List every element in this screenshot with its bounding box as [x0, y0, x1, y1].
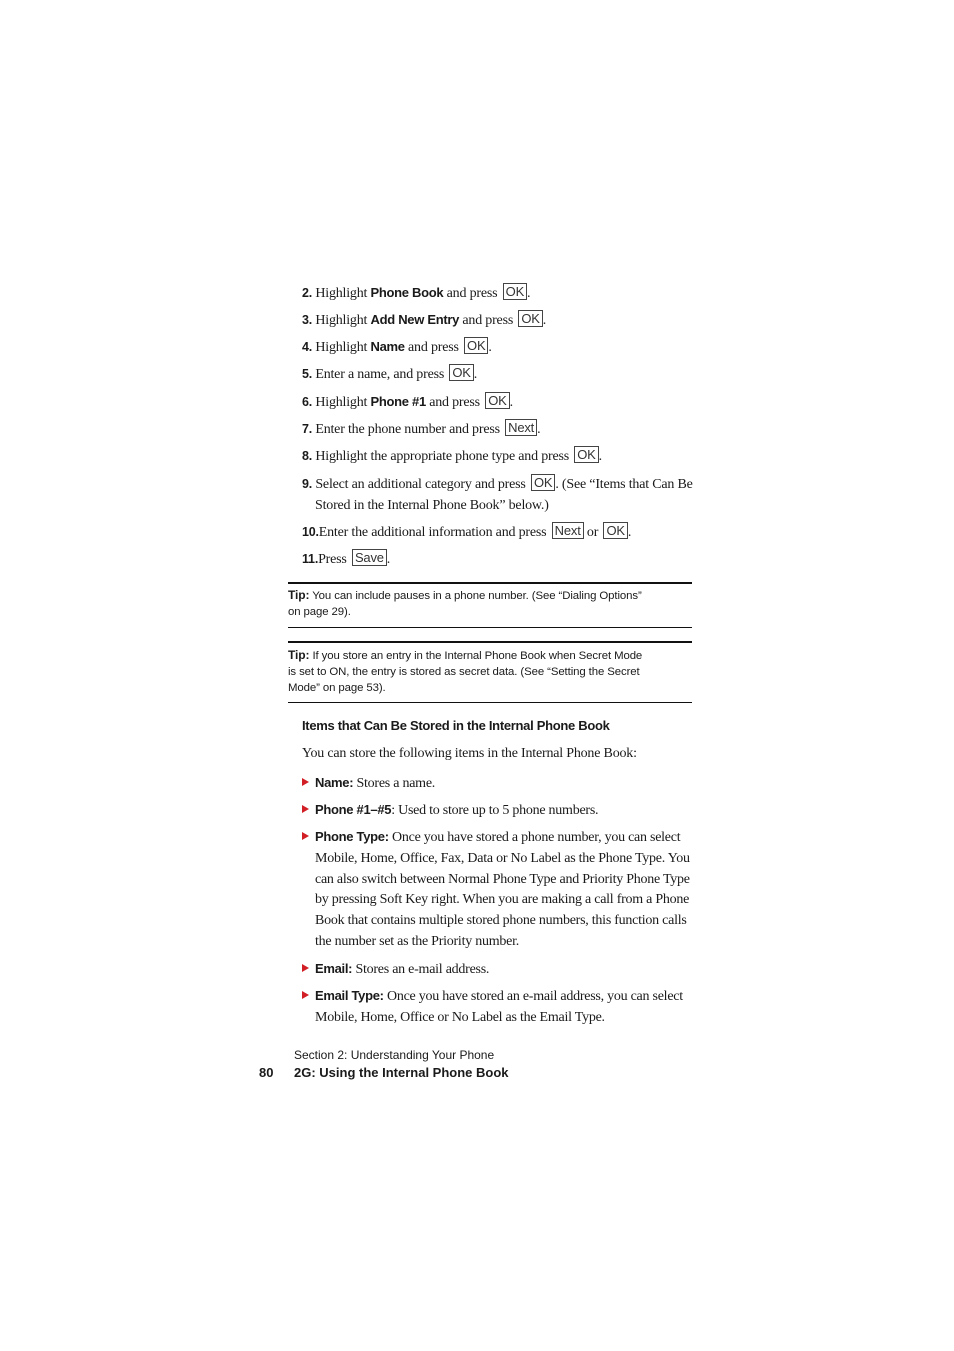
- ok-key: OK: [531, 474, 555, 491]
- tip-rule-bottom: [288, 702, 692, 703]
- step-number: 3.: [302, 313, 313, 327]
- tip-rule-top: [288, 641, 692, 643]
- section-heading: Items that Can Be Stored in the Internal Phone Book: [302, 718, 610, 733]
- step-number: 4.: [302, 340, 313, 354]
- step-2: 2. Highlight Phone Book and press OK .: [302, 284, 531, 301]
- list-item: Phone Type: Once you have stored a phone number, you can select Mobile, Home, Office, Fax, Data or No Label as the Phone Type. You can also switch between Normal Phone Type and Priority Phone Type by pressing Soft Key right. When you are making a call from a Phone Book that contains multiple stored phone numbers, this function calls the number set as the Priority number.: [315, 827, 695, 953]
- tip-box: Tip: If you store an entry in the Internal Phone Book when Secret Mode is set to ON, the entry is stored as secret data. (See “Setting the Secret Mode” on page 53).: [288, 648, 643, 694]
- menu-item-name: Name: [370, 339, 405, 354]
- step-number: 5.: [302, 367, 313, 381]
- list-item: Name: Stores a name.: [315, 773, 695, 795]
- tip-rule-bottom: [288, 627, 692, 628]
- item-term: Phone #1–#5: [315, 802, 392, 817]
- step-6: 6. Highlight Phone #1 and press OK .: [302, 393, 513, 410]
- menu-item-name: Add New Entry: [370, 312, 460, 327]
- tip-rule-top: [288, 582, 692, 584]
- step-7: 7. Enter the phone number and press Next .: [302, 420, 541, 437]
- tip-box: Tip: You can include pauses in a phone number. (See “Dialing Options” on page 29).: [288, 588, 642, 618]
- save-key: Save: [352, 549, 387, 566]
- ok-key: OK: [485, 392, 509, 409]
- next-key: Next: [552, 522, 584, 539]
- menu-item-name: Phone #1: [370, 394, 426, 409]
- bullet-arrow-icon: [302, 832, 309, 840]
- list-item: Phone #1–#5: Used to store up to 5 phone numbers.: [315, 800, 695, 822]
- section-intro: You can store the following items in the Internal Phone Book:: [302, 746, 637, 761]
- step-number: 2.: [302, 286, 313, 300]
- bullet-arrow-icon: [302, 964, 309, 972]
- bullet-arrow-icon: [302, 805, 309, 813]
- ok-key: OK: [518, 310, 542, 327]
- page-number: 80: [259, 1065, 274, 1080]
- step-11: 11.Press Save .: [302, 550, 391, 567]
- step-4: 4. Highlight Name and press OK .: [302, 338, 492, 355]
- ok-key: OK: [464, 337, 488, 354]
- step-5: 5. Enter a name, and press OK .: [302, 365, 478, 382]
- item-term: Phone Type:: [315, 829, 389, 844]
- footer-chapter: 2G: Using the Internal Phone Book: [294, 1065, 509, 1080]
- next-key: Next: [505, 419, 537, 436]
- item-term: Email Type:: [315, 988, 384, 1003]
- step-9: 9. Select an additional category and press OK . (See “Items that Can Be Stored in the Internal Phone Book” below.): [302, 475, 693, 513]
- ok-key: OK: [603, 522, 627, 539]
- bullet-arrow-icon: [302, 778, 309, 786]
- list-item: Email: Stores an e-mail address.: [315, 959, 695, 981]
- step-number: 9.: [302, 477, 313, 491]
- step-number: 7.: [302, 422, 313, 436]
- step-number: 6.: [302, 395, 313, 409]
- menu-item-name: Phone Book: [370, 285, 444, 300]
- tip-label: Tip:: [288, 648, 310, 662]
- step-number: 11.: [302, 552, 319, 566]
- tip-label: Tip:: [288, 588, 310, 602]
- item-term: Name:: [315, 775, 354, 790]
- step-10: 10.Enter the additional information and press Next or OK .: [302, 523, 632, 540]
- step-3: 3. Highlight Add New Entry and press OK .: [302, 311, 547, 328]
- step-number: 8.: [302, 449, 313, 463]
- ok-key: OK: [574, 446, 598, 463]
- bullet-arrow-icon: [302, 991, 309, 999]
- item-term: Email:: [315, 961, 353, 976]
- ok-key: OK: [449, 364, 473, 381]
- list-item: Email Type: Once you have stored an e-mail address, you can select Mobile, Home, Office or No Label as the Email Type.: [315, 986, 695, 1029]
- step-number: 10.: [302, 525, 319, 539]
- footer-section: Section 2: Understanding Your Phone: [294, 1048, 495, 1062]
- step-8: 8. Highlight the appropriate phone type and press OK .: [302, 447, 602, 464]
- ok-key: OK: [503, 283, 527, 300]
